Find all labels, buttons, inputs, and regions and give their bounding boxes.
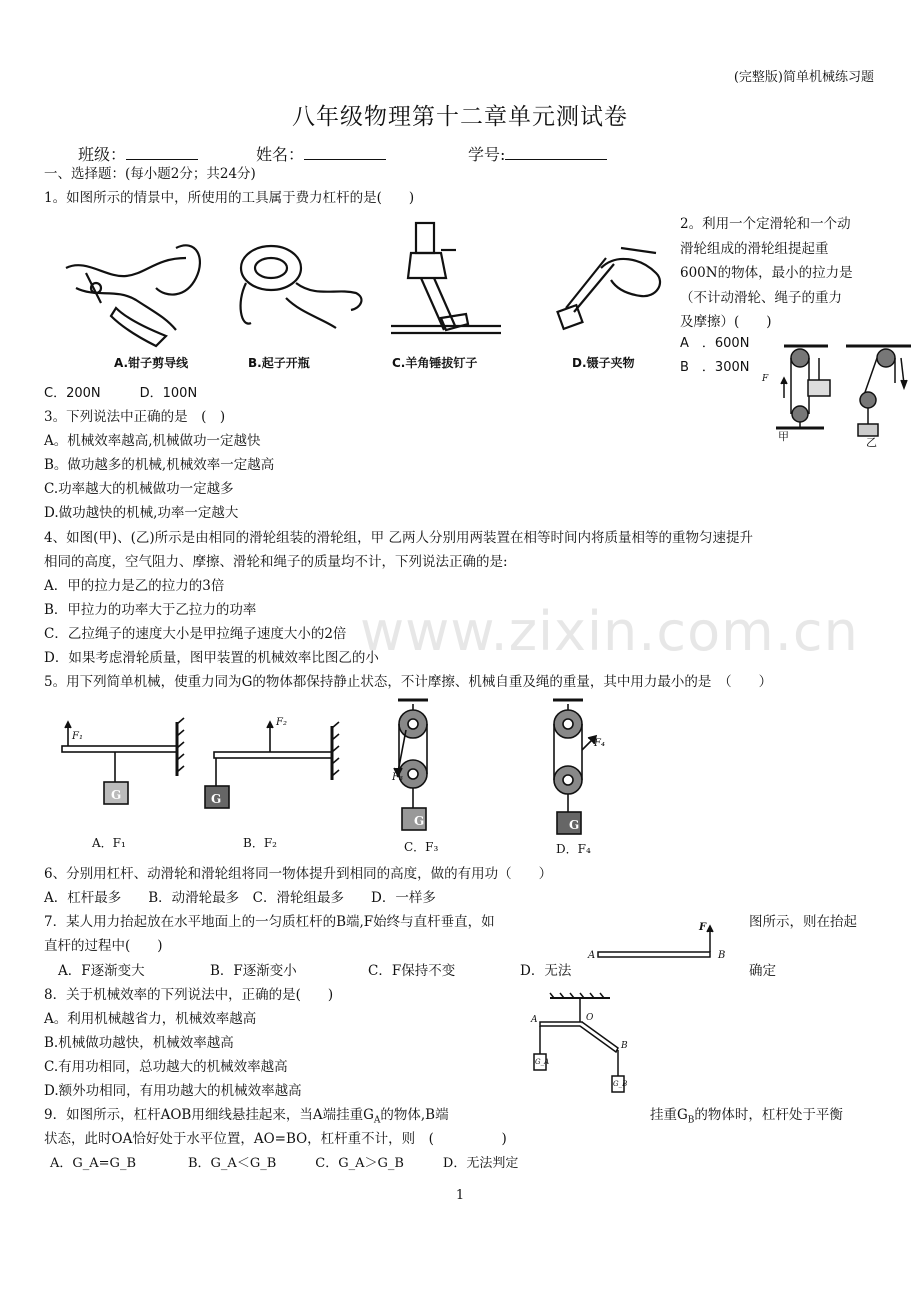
- q3-option-a: A。机械效率越高,机械做功一定越快: [44, 433, 261, 449]
- class-label: 班级：: [78, 145, 127, 164]
- q1-caption-d: D.镊子夹物: [572, 356, 635, 370]
- q8-stem: 8．关于机械效率的下列说法中，正确的是( ): [44, 987, 334, 1003]
- q8-option-a: A。利用机械越省力，机械效率越高: [44, 1011, 257, 1027]
- q9-sub-b: B: [687, 1115, 695, 1126]
- q2-text: [680, 212, 853, 335]
- q1-tools-figure: [56, 218, 666, 368]
- q9-fig-ga: G_A: [535, 1058, 550, 1066]
- q9-fig-b: B: [621, 1041, 628, 1051]
- q4-line-1: 4、如图(甲)、(乙)所示是由相同的滑轮组装的滑轮组，甲 乙两人分别用两装置在相等时间内将质量相等的重物匀速提升: [44, 530, 753, 546]
- q9-line-1b: [650, 1105, 843, 1131]
- q1-stem: 1。如图所示的情景中，所使用的工具属于费力杠杆的是( ): [44, 190, 415, 206]
- q5-caption-d: D．F₄: [556, 842, 591, 856]
- section-heading: 一、选择题：(每小题2分；共24分): [44, 166, 256, 182]
- bottle-opener-icon: [241, 246, 362, 328]
- q9-line-1b-text: 挂重G: [650, 1107, 688, 1123]
- q5-weight-b: G: [211, 792, 222, 806]
- q5-stem: 5。用下列简单机械，使重力同为G的物体都保持静止状态，不计摩擦、机械自重及绳的重量，其中用力最小的是 （ ）: [44, 674, 773, 690]
- q6-options: A．杠杆最多 B．动滑轮最多 C．滑轮组最多 D．一样多: [44, 890, 436, 906]
- q3-option-c: C.功率越大的机械做功一定越多: [44, 481, 234, 497]
- q1-caption-c: C.羊角锤拔钉子: [392, 356, 478, 370]
- pliers-icon: [66, 245, 200, 346]
- q2-option-b: B ．300N: [680, 360, 750, 375]
- q2-line-1: 2。利用一个定滑轮和一个动: [680, 216, 851, 232]
- page-number: 1: [455, 1188, 465, 1203]
- q9-line-1b-end: 的物体时，杠杆处于平衡: [694, 1107, 843, 1123]
- q5-weight-c: G: [414, 814, 425, 828]
- q7-option-c: C．F保持不变: [368, 963, 456, 979]
- q7-line-1b: 图所示，则在抬起: [749, 914, 857, 930]
- q4-line-2: 相同的高度，空气阻力、摩擦、滑轮和绳子的质量均不计，下列说法正确的是:: [44, 554, 508, 570]
- q7-line-1a: 7．某人用力抬起放在水平地面上的一匀质杠杆的B端,F始终与直杆垂直，如: [44, 914, 495, 930]
- q4-option-d: D．如果考虑滑轮质量，图甲装置的机械效率比图乙的小: [44, 650, 379, 666]
- q2-line-3: 600N的物体，最小的拉力是: [680, 265, 853, 281]
- claw-hammer-icon: [391, 223, 501, 333]
- q5-force-f3: F₃: [392, 772, 403, 783]
- id-label: 学号:: [468, 145, 506, 164]
- name-label: 姓名：: [256, 145, 305, 164]
- q7-option-b: B．F逐渐变小: [210, 963, 297, 979]
- q9-line-1a-end: 的物体,B端: [380, 1107, 449, 1123]
- q5-weight-d: G: [569, 818, 580, 832]
- q3-stem: 3。下列说法中正确的是 ( ): [44, 409, 226, 425]
- q7-option-d-end: 确定: [749, 963, 776, 979]
- q5-caption-b: B．F₂: [243, 836, 277, 850]
- q5-weight-a: G: [111, 788, 122, 802]
- q3-option-b: B。做功越多的机械,机械效率一定越高: [44, 457, 275, 473]
- q7-line-2: 直杆的过程中( ): [44, 938, 163, 954]
- page-title: 八年级物理第十二章单元测试卷: [292, 104, 628, 130]
- id-blank[interactable]: [505, 143, 607, 160]
- q9-line-2: 状态，此时OA恰好处于水平位置，AO=BO，杠杆重不计，则 ( ): [44, 1131, 507, 1147]
- name-blank[interactable]: [304, 143, 386, 160]
- q2-line-5: 及摩擦）( ): [680, 314, 772, 330]
- q5-force-f1: F₁: [72, 731, 83, 742]
- q5-machines-figure: [48, 694, 648, 860]
- watermark: www.zixin.com.cn: [360, 600, 859, 663]
- q9-options: A．G_A=G_B B．G_A＜G_B C．G_A＞G_B D．无法判定: [50, 1156, 519, 1171]
- q2-fig-f-label: F: [762, 374, 769, 384]
- class-field: [78, 142, 198, 165]
- q6-stem: 6、分别用杠杆、动滑轮和滑轮组将同一物体提升到相同的高度，做的有用功（ ）: [44, 866, 553, 882]
- q2-option-cd: C．200N D．100N: [44, 386, 198, 401]
- q2-option-a: A ．600N: [680, 336, 750, 351]
- q9-fig-o: O: [586, 1013, 594, 1023]
- q4-option-a: A．甲的拉力是乙的拉力的3倍: [44, 578, 225, 594]
- q2-line-4: （不计动滑轮、绳子的重力: [680, 289, 842, 306]
- q7-option-d: D．无法: [520, 963, 572, 979]
- q5-force-f2: F₂: [276, 717, 287, 728]
- q4-option-b: B．甲拉力的功率大于乙拉力的功率: [44, 602, 257, 618]
- q2-fig-jia: 甲: [778, 430, 789, 443]
- q7-fig-b: B: [718, 950, 726, 961]
- q9-sub-a: A: [373, 1115, 381, 1126]
- q9-line-1a: [44, 1105, 449, 1131]
- q7-option-a: A．F逐渐变大: [58, 963, 145, 979]
- q9-line-1a-text: 9．如图所示，杠杆AOB用细线悬挂起来，当A端挂重G: [44, 1107, 374, 1123]
- q1-caption-b: B.起子开瓶: [248, 356, 310, 370]
- q5-force-f4: F₄: [594, 738, 605, 749]
- q8-option-d: D.额外功相同，有用功越大的机械效率越高: [44, 1083, 302, 1099]
- class-blank[interactable]: [126, 143, 198, 160]
- q8-option-b: B.机械做功越快，机械效率越高: [44, 1035, 234, 1051]
- header-title: (完整版)简单机械练习题: [733, 70, 874, 85]
- q9-fig-gb: G_B: [613, 1080, 628, 1088]
- q7-fig-a: A: [588, 950, 596, 961]
- q3-option-d: D.做功越快的机械,功率一定越大: [44, 505, 239, 521]
- q7-fig-f: F: [699, 922, 707, 933]
- q1-caption-a: A.钳子剪导线: [114, 356, 189, 370]
- q5-caption-c: C．F₃: [404, 840, 439, 854]
- q2-fig-yi: 乙: [866, 436, 877, 449]
- name-field: [256, 142, 386, 165]
- q2-line-2: 滑轮组成的滑轮组提起重: [680, 240, 829, 257]
- tweezers-icon: [558, 248, 661, 329]
- q8-option-c: C.有用功相同，总功越大的机械效率越高: [44, 1059, 288, 1075]
- q5-caption-a: A．F₁: [92, 836, 126, 850]
- id-field: [468, 142, 607, 165]
- q9-fig-a: A: [531, 1015, 538, 1025]
- q4-option-c: C．乙拉绳子的速度大小是甲拉绳子速度大小的2倍: [44, 626, 347, 642]
